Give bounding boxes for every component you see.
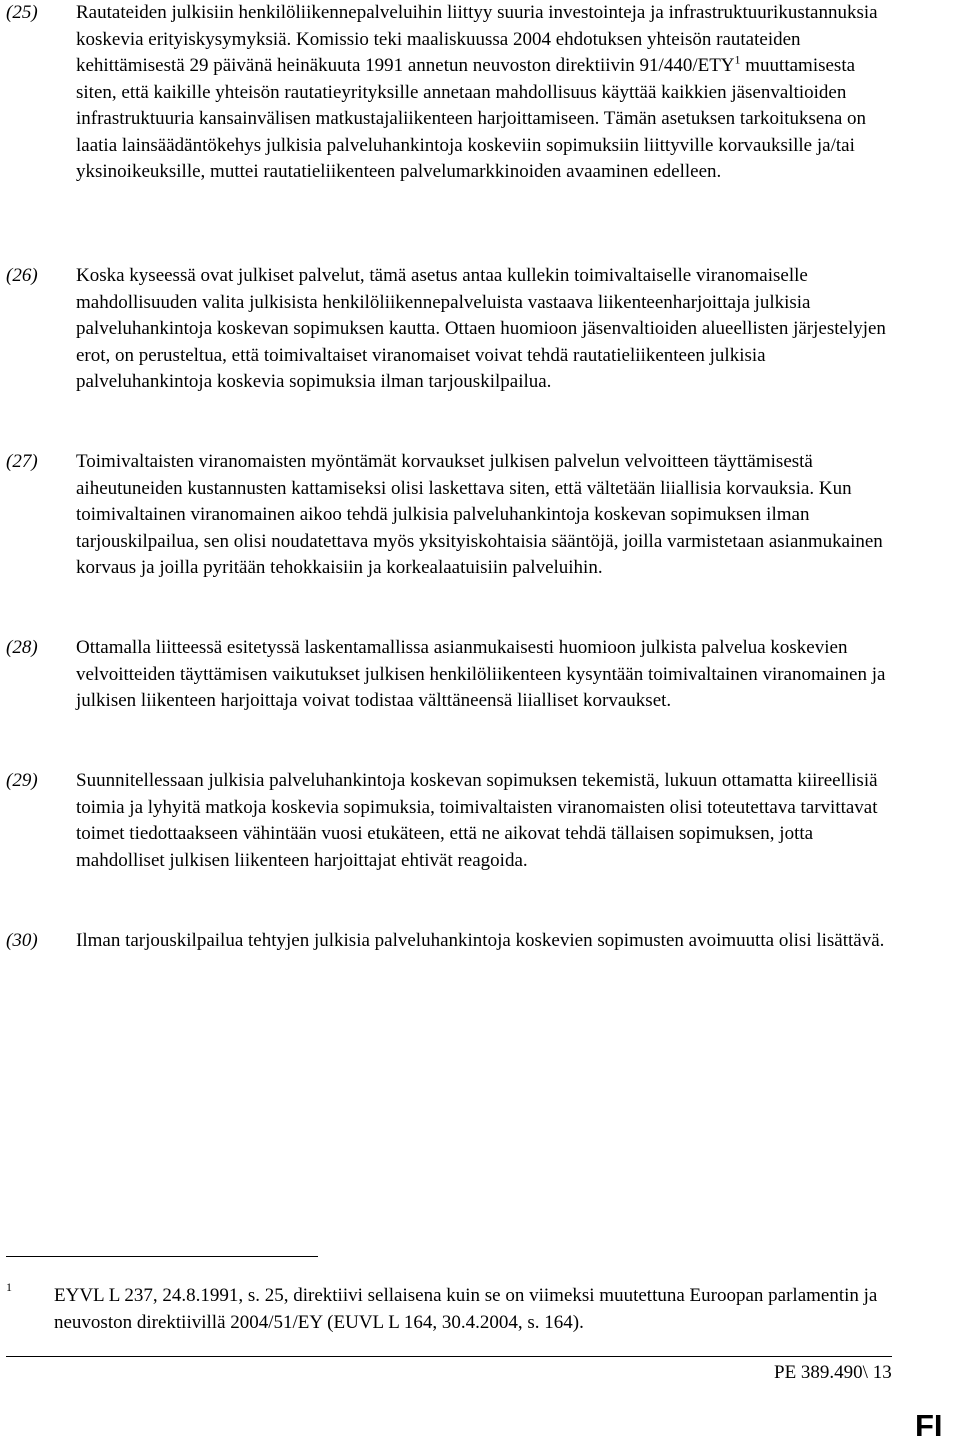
recital-text-part: muuttamisesta siten, että kaikille yhteisön rautatieyrityksille annetaan mahdollisuus käyttää kaikkien jäsenvaltioiden infrastruktuuria kansainvälisen matkustajaliikenteen harjoittamiseen. Tämän asetuksen tarkoituksena on laatia lainsäädäntökehys julkisia palveluhankintoja koskeviin sopimuksiin liittyville korvauksille ja/tai yksinoikeuksille, muttei rautatieliikenteen palvelumarkkinoiden avaaminen edelleen. [76, 55, 867, 182]
footnote-separator [6, 1256, 318, 1257]
recital-text: Ilman tarjouskilpailua tehtyjen julkisia palveluhankintoja koskevien sopimusten avoimuutta olisi lisättävä. [76, 930, 885, 951]
recital-25 [6, 0, 906, 186]
recital-29 [6, 768, 906, 874]
language-code: FI [915, 1408, 943, 1443]
recital-30 [6, 928, 906, 955]
recital-text: Toimivaltaisten viranomaisten myöntämät korvaukset julkisen palvelun velvoitteen täyttämisestä aiheutuneiden kustannusten kattamiseksi olisi laskettava siten, että vältetään liiallisia korvauksia. Kun toimivaltainen viranomainen aikoo tehdä julkisia palveluhankintoja koskevan sopimuksen ilman tarjouskilpailua, sen olisi noudatettava myös yksityiskohtaisia sääntöjä, joilla varmistetaan asianmukainen korvaus ja joilla pyritään tehokkaisiin ja korkealaatuisiin palveluihin. [76, 451, 883, 578]
recital-text: Ottamalla liitteessä esitetyssä laskentamallissa asianmukaisesti huomioon julkista palvelua koskevien velvoitteiden täyttämisen vaikutukset julkisen henkilöliikenteen kysyntään toimivaltainen viranomainen ja julkisen liikenteen harjoittaja voivat todistaa välttäneensä liialliset korvaukset. [76, 637, 886, 711]
recital-number: (28) [6, 637, 38, 658]
recital-number: (25) [6, 2, 38, 23]
recital-text: Suunnitellessaan julkisia palveluhankintoja koskevan sopimuksen tekemistä, lukuun ottamatta kiireellisiä toimia ja lyhyitä matkoja koskevia sopimuksia, toimivaltaisten viranomaisten olisi toteutettava tarvittavat toimet tiedottaakseen vähintään vuosi etukäteen, että ne aikovat tehdä tällaisen sopimuksen, jotta mahdolliset julkisen liikenteen harjoittajat ehtivät reagoida. [76, 770, 878, 871]
recital-text: Koska kyseessä ovat julkiset palvelut, tämä asetus antaa kullekin toimivaltaiselle viranomaiselle mahdollisuuden valita julkisista henkilöliikennepalveluista vastaava liikenteenharjoittaja julkisia palveluhankintoja koskevan sopimuksen kautta. Ottaen huomioon jäsenvaltioiden alueellisten järjestelyjen erot, on perusteltua, että toimivaltaiset viranomaiset voivat tehdä rautatieliikenteen julkisia palveluhankintoja koskevia sopimuksia ilman tarjouskilpailua. [76, 265, 886, 392]
page-reference: PE 389.490\ 13 [774, 1362, 892, 1383]
recital-27 [6, 449, 906, 582]
recital-number: (29) [6, 770, 38, 791]
recital-number: (27) [6, 451, 38, 472]
recital-26 [6, 263, 906, 396]
footnote-text: EYVL L 237, 24.8.1991, s. 25, direktiivi sellaisena kuin se on viimeksi muutettuna Euroopan parlamentin ja neuvoston direktiivillä 2004/51/EY (EUVL L 164, 30.4.2004, s. 164). [54, 1285, 878, 1333]
recital-number: (30) [6, 930, 38, 951]
footer-separator [6, 1356, 892, 1357]
recital-28 [6, 635, 906, 715]
recital-number: (26) [6, 265, 38, 286]
recital-text [76, 0, 886, 186]
recital-text-part: Rautateiden julkisiin henkilöliikennepalveluihin liittyy suuria investointeja ja infrastruktuurikustannuksia koskevia erityiskysymyksiä. Komissio teki maaliskuussa 2004 ehdotuksen yhteisön rautateiden kehittämisestä 29 päivänä heinäkuuta 1991 annetun neuvoston direktiivin 91/440/ETY [76, 2, 878, 76]
footnote-mark: 1 [6, 1280, 12, 1294]
footnote [6, 1280, 906, 1336]
footnote-reference[interactable]: 1 [734, 52, 741, 67]
